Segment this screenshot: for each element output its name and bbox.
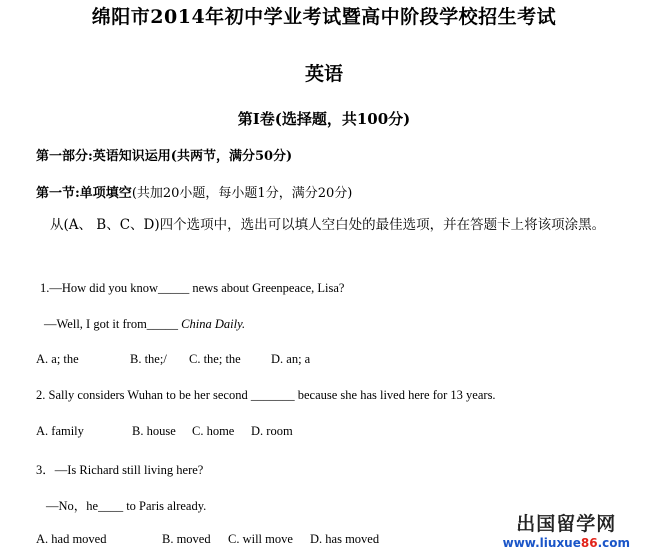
subject-heading: 英语 [304,63,343,85]
question-2-option-d: D. room [251,424,293,438]
question-3-stem: 3．—Is Richard still living here? [36,463,204,477]
question-2-option-b: B. house [132,424,176,438]
site-watermark-logo [503,515,630,549]
question-3-answer-line: —No，he____ to Paris already. [46,499,207,513]
section-note: (共加20小题，每小题1分，满分20分) [131,186,353,201]
question-3-options [36,532,379,547]
question-1-stem: 1.—How did you know_____ news about Greenpeace, Lisa? [40,281,345,295]
question-1-option-b: B. the;/ [130,352,167,366]
question-1-answer-text: —Well, I got it from_____ [44,317,182,331]
question-1-option-a: A. a; the [36,352,79,366]
instructions-paragraph: 从(A、 B、C、D)四个选项中，选出可以填人空白处的最佳选项，并在答题卡上将该项涂黑。 [50,217,606,233]
exam-title: 绵阳市2014年初中学业考试暨高中阶段学校招生考试 [91,6,557,28]
watermark-url-prefix: www.liuxue [502,536,581,550]
question-3-option-d: D. has moved [310,532,380,546]
question-3-option-b: B. moved [162,532,211,546]
question-1-answer-line [44,317,245,332]
question-1-option-d: D. an; a [271,352,311,366]
watermark-url-number: 86 [580,536,598,550]
question-1-italic-source: China Daily. [181,317,246,331]
question-2-option-c: C. home [192,424,235,438]
section-title: 第一节:单项填空 [36,186,132,201]
section-heading [36,182,352,201]
volume-heading: 第I卷(选择题，共100分) [237,110,411,128]
watermark-site-name: 出国留学网 [516,513,617,535]
question-2-stem: 2. Sally considers Wuhan to be her second _______ because she has lived here for 13 years. [36,388,496,402]
question-1-option-c: C. the; the [189,352,241,366]
question-1-options [36,352,310,367]
watermark-url [503,537,630,549]
question-2-option-a: A. family [36,424,84,438]
question-2-options [36,424,293,439]
part-heading: 第一部分:英语知识运用(共两节，满分50分) [36,149,293,164]
watermark-url-suffix: .com [597,536,630,550]
question-3-option-c: C. will move [228,532,293,546]
question-3-option-a: A. had moved [36,532,107,546]
